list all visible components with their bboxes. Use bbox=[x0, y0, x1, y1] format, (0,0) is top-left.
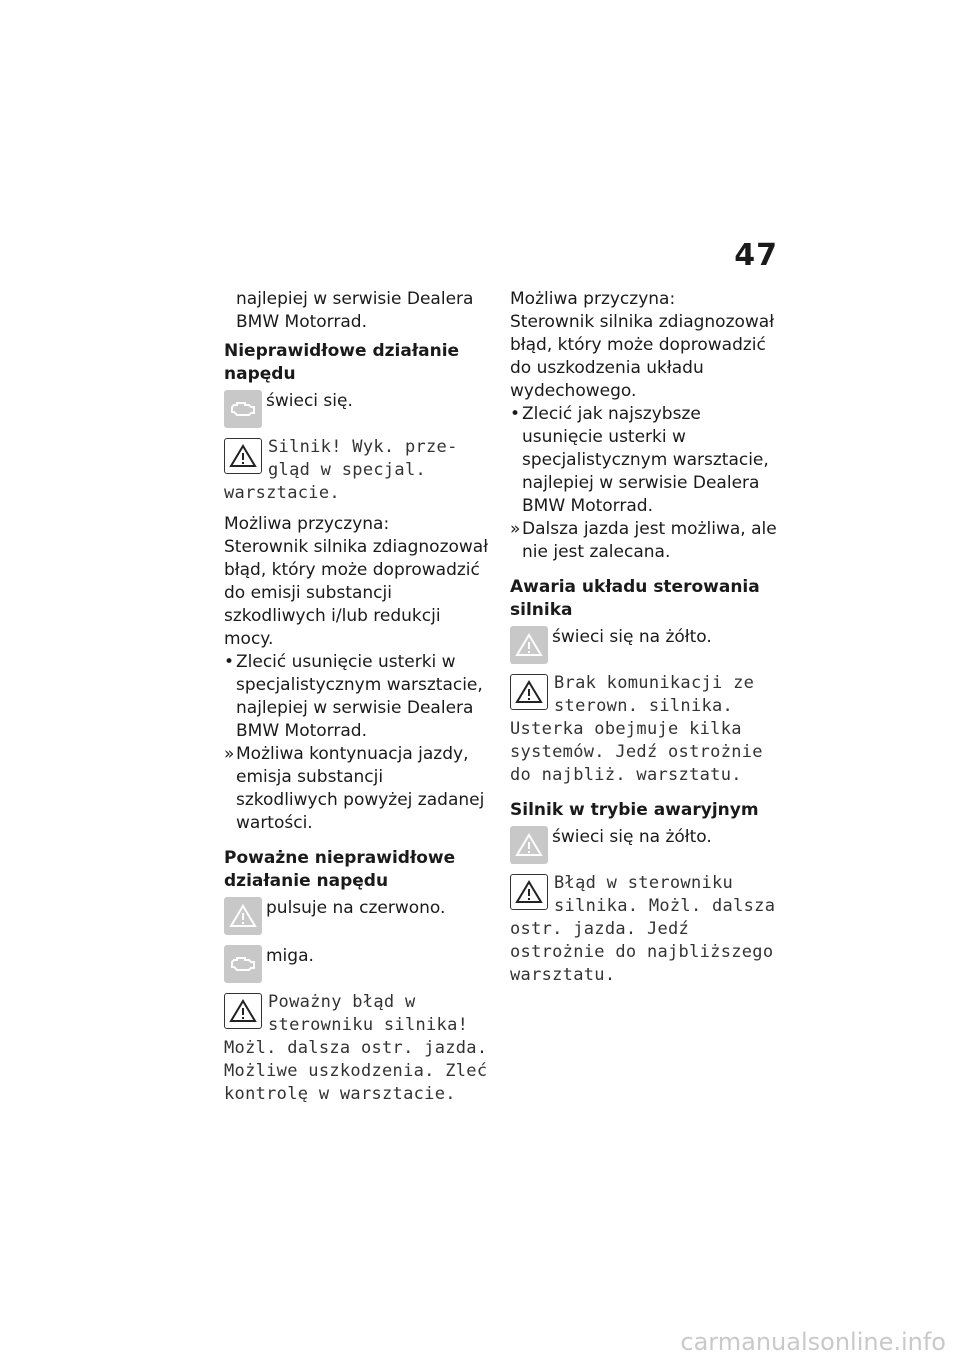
result-bullet: » Dalsza jazda jest możliwa, ale nie jest zalecana. bbox=[510, 519, 777, 562]
indicator-text: świeci się na żółto. bbox=[552, 627, 712, 647]
bullet-icon: • bbox=[510, 404, 521, 424]
cause-text: Sterownik silnika zdiagnozował błąd, który może doprowadzić do uszkodzenia układu wydechowego. bbox=[510, 312, 775, 401]
warning-triangle-icon bbox=[510, 626, 548, 664]
indicator-text: pulsuje na czerwono. bbox=[266, 898, 446, 918]
cause-text: Sterownik silnika zdiagnozował błąd, który może doprowadzić do emisji substancji szkodliwych i/lub redukcji mocy. bbox=[224, 537, 489, 649]
display-message bbox=[510, 872, 778, 987]
bullet-icon: • bbox=[224, 652, 235, 672]
heading-engine-control-failure: Awaria układu sterowania silnika bbox=[510, 577, 760, 620]
warning-triangle-icon bbox=[510, 674, 548, 710]
result-bullet: » Możliwa kontynuacja jazdy, emisja substancji szkodliwych powyżej zadanej wartości. bbox=[224, 744, 485, 833]
cause-label: Możliwa przyczyna: bbox=[224, 514, 390, 534]
indicator-row bbox=[224, 945, 490, 983]
warning-triangle-icon bbox=[510, 874, 548, 910]
display-text: Silnik! Wyk. prze-gląd w specjal. warsztacie. bbox=[224, 437, 458, 503]
warning-triangle-icon bbox=[224, 993, 262, 1029]
watermark: carmanualsonline.info bbox=[680, 1328, 946, 1356]
display-text: Poważny błąd w sterowniku silnika! Możl. dalsza ostr. jazda. Możliwe uszkodzenia. Zleć kontrolę w warsztacie. bbox=[224, 992, 488, 1104]
chevron-right-icon: » bbox=[224, 744, 235, 764]
display-message bbox=[510, 672, 778, 787]
indicator-row bbox=[224, 390, 490, 428]
engine-icon bbox=[224, 945, 262, 983]
display-message bbox=[224, 991, 490, 1106]
action-bullet: • Zlecić jak najszybsze usunięcie usterki w specjalistycznym warsztacie, najlepiej w serwisie Dealera BMW Motorrad. bbox=[510, 404, 769, 516]
chevron-right-icon: » bbox=[510, 519, 521, 539]
heading-engine-emergency-mode: Silnik w trybie awaryjnym bbox=[510, 800, 759, 820]
cause-label: Możliwa przyczyna: bbox=[510, 289, 676, 309]
indicator-text: świeci się. bbox=[266, 391, 353, 411]
left-column bbox=[224, 288, 490, 1106]
page-number: 47 bbox=[734, 238, 778, 273]
display-message bbox=[224, 436, 490, 505]
indicator-text: świeci się na żółto. bbox=[552, 827, 712, 847]
indicator-text: miga. bbox=[266, 946, 314, 966]
indicator-row bbox=[224, 897, 490, 935]
right-column bbox=[510, 288, 778, 987]
indicator-row bbox=[510, 626, 778, 664]
action-bullet: • Zlecić usunięcie usterki w specjalistycznym warsztacie, najlepiej w serwisie Dealera BMW Motorrad. bbox=[224, 652, 483, 741]
engine-icon bbox=[224, 390, 262, 428]
warning-triangle-icon bbox=[224, 438, 262, 474]
warning-triangle-icon bbox=[510, 826, 548, 864]
display-text: Brak komunikacji ze sterown. silnika. Usterka obejmuje kilka systemów. Jedź ostrożnie do najbliż. warsztatu. bbox=[510, 673, 763, 785]
heading-serious-malfunction: Poważne nieprawidłowe działanie napędu bbox=[224, 848, 456, 891]
continued-text: najlepiej w serwisie Dealera BMW Motorrad. bbox=[236, 289, 474, 332]
indicator-row bbox=[510, 826, 778, 864]
warning-triangle-icon bbox=[224, 897, 262, 935]
display-text: Błąd w sterowniku silnika. Możl. dalsza ostr. jazda. Jedź ostrożnie do najbliższego warsztatu. bbox=[510, 873, 776, 985]
heading-drive-malfunction: Nieprawidłowe działanie napędu bbox=[224, 341, 460, 384]
